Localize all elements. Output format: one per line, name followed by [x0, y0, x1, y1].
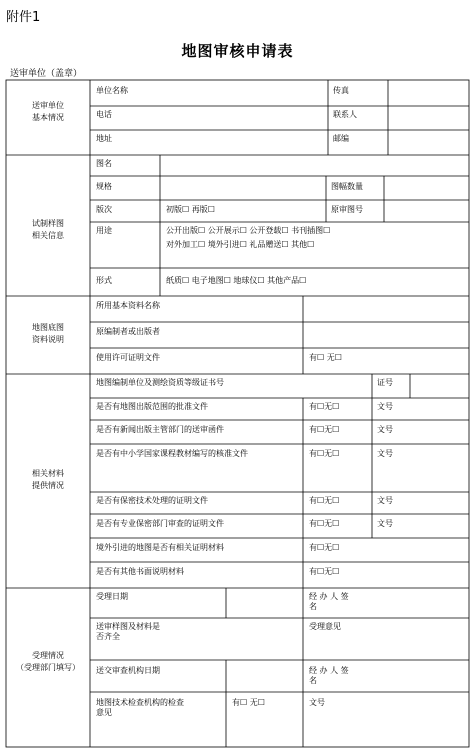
material-row-label: 是否有新闻出版主管部门的送审函件 — [96, 425, 224, 434]
opinion-label: 受理意见 — [309, 622, 341, 631]
complete-check-label: 送审样图及材料是 否齐全 — [96, 622, 160, 641]
material-row-tail: 证号 — [377, 378, 393, 387]
material-row-option[interactable]: 有☐无☐ — [309, 496, 340, 505]
sheets-label: 图幅数量 — [331, 182, 363, 191]
doc-no-label: 文号 — [309, 698, 325, 707]
section-unit-info: 送审单位 基本情况 — [32, 101, 64, 122]
material-row-option[interactable]: 有☐无☐ — [309, 449, 340, 458]
section-acceptance: 受理情况 （受理部门填写） — [16, 651, 80, 672]
form-options[interactable]: 纸质☐ 电子地图☐ 地球仪☐ 其他产品☐ — [166, 276, 307, 285]
tech-review-options[interactable]: 有☐ 无☐ — [232, 698, 265, 707]
material-row-label: 地图编制单位及测绘资质等级证书号 — [96, 378, 224, 387]
handler-sign-label-2: 经 办 人 签 名 — [309, 666, 349, 685]
license-doc-label: 使用许可证明文件 — [96, 353, 160, 362]
contact-label: 联系人 — [333, 110, 357, 119]
section-materials: 相关材料 提供情况 — [32, 469, 64, 490]
material-row-label: 是否有专业保密部门审查的证明文件 — [96, 519, 224, 528]
attachment-label: 附件1 — [6, 10, 41, 25]
usage-label: 用途 — [96, 226, 112, 235]
material-row-option[interactable]: 有☐无☐ — [309, 402, 340, 411]
spec-label: 规格 — [96, 182, 112, 191]
material-row-label: 境外引进的地图是否有相关证明材料 — [96, 543, 224, 552]
material-row-tail: 文号 — [377, 425, 393, 434]
tech-review-label: 地图技术检查机构的检查 意见 — [96, 698, 184, 717]
fax-label: 传真 — [333, 86, 349, 95]
material-row-tail: 文号 — [377, 519, 393, 528]
material-row-label: 是否有地图出版范围的批准文件 — [96, 402, 208, 411]
zip-label: 邮编 — [333, 134, 349, 143]
material-row-option[interactable]: 有☐无☐ — [309, 425, 340, 434]
phone-label: 电话 — [96, 110, 112, 119]
material-row-option[interactable]: 有☐无☐ — [309, 543, 340, 552]
address-label: 地址 — [96, 134, 112, 143]
original-publisher-label: 原编制者或出版者 — [96, 327, 160, 336]
section-base-map-info: 地图底图 资料说明 — [32, 323, 64, 344]
material-row-option[interactable]: 有☐无☐ — [309, 567, 340, 576]
form-label: 形式 — [96, 276, 112, 285]
edition-options[interactable]: 初版☐ 再版☐ — [166, 205, 215, 214]
accept-date-label: 受理日期 — [96, 592, 128, 601]
orig-no-label: 原审图号 — [331, 205, 363, 214]
unit-name-label: 单位名称 — [96, 86, 128, 95]
source-name-label: 所用基本资料名称 — [96, 301, 160, 310]
usage-options-1[interactable]: 公开出版☐ 公开展示☐ 公开登载☐ 书刊插图☐ — [166, 226, 331, 235]
material-row-tail: 文号 — [377, 449, 393, 458]
material-row-label: 是否有中小学国家课程教材编写的核准文件 — [96, 449, 248, 458]
map-name-label: 图名 — [96, 159, 112, 168]
section-sample-map-info: 试制样图 相关信息 — [32, 219, 64, 240]
handler-sign-label: 经 办 人 签 名 — [309, 592, 349, 611]
material-row-tail: 文号 — [377, 496, 393, 505]
material-row-option[interactable]: 有☐无☐ — [309, 519, 340, 528]
form-title: 地图审核申请表 — [181, 42, 294, 60]
material-row-label: 是否有其他书面说明材料 — [96, 567, 184, 576]
submitter-note: 送审单位（盖章） — [10, 69, 83, 79]
material-row-tail: 文号 — [377, 402, 393, 411]
usage-options-2[interactable]: 对外加工☐ 境外引进☐ 礼品赠送☐ 其他☐ — [166, 240, 315, 249]
edition-label: 版次 — [96, 205, 112, 214]
send-date-label: 送交审查机构日期 — [96, 666, 160, 675]
license-yes-no[interactable]: 有☐ 无☐ — [309, 353, 342, 362]
material-row-label: 是否有保密技术处理的证明文件 — [96, 496, 208, 505]
